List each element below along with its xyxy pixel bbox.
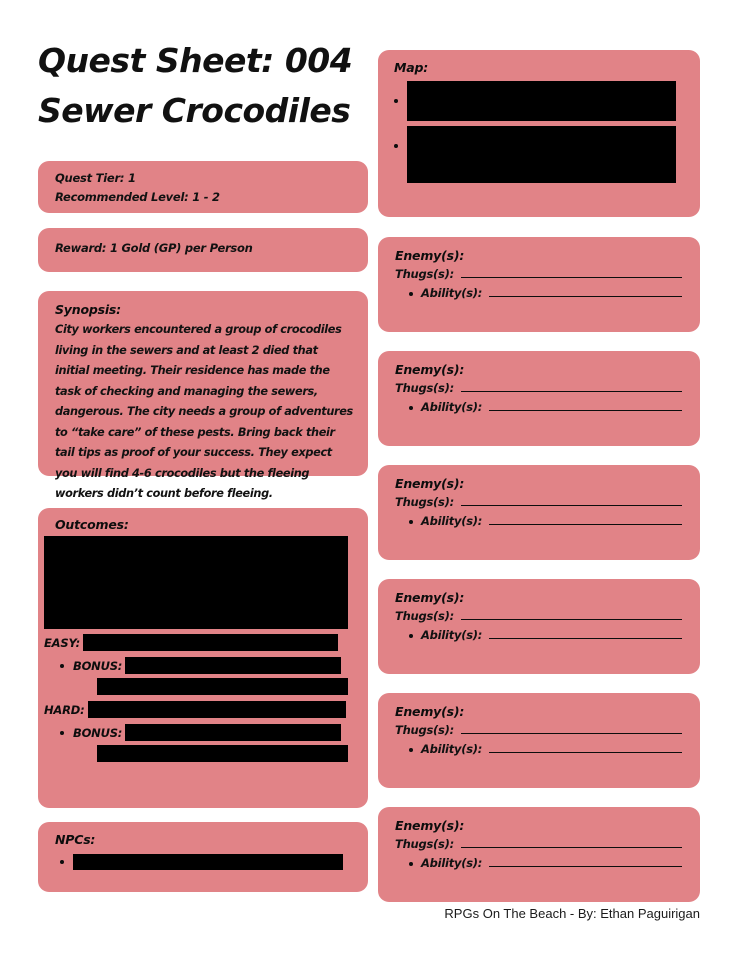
outcome-easy-bonus-redaction [125, 657, 341, 674]
enemy-ability-blank-line[interactable] [489, 866, 682, 867]
enemy-ability-field [409, 400, 700, 414]
enemy-panel-title: Enemy(s): [395, 818, 465, 833]
outcome-hard-bonus-label: BONUS: [73, 725, 123, 740]
enemy-thugs-field [395, 837, 700, 851]
enemy-thugs-blank-line[interactable] [461, 505, 682, 506]
enemy-ability-blank-line[interactable] [489, 638, 682, 639]
npc-redaction [73, 854, 343, 870]
enemy-panel-2 [378, 351, 700, 446]
enemy-thugs-label: Thugs(s): [395, 267, 455, 281]
enemy-thugs-blank-line[interactable] [461, 847, 682, 848]
enemy-thugs-field [395, 495, 700, 509]
outcome-easy-row [44, 634, 338, 651]
enemy-panel-4 [378, 579, 700, 674]
footer-credit: RPGs On The Beach - By: Ethan Paguirigan [444, 906, 700, 921]
map-list-item [386, 126, 676, 183]
outcome-easy-redaction [83, 634, 338, 651]
enemy-thugs-label: Thugs(s): [395, 837, 455, 851]
enemy-panel-5 [378, 693, 700, 788]
enemy-thugs-label: Thugs(s): [395, 381, 455, 395]
enemy-thugs-field [395, 723, 700, 737]
outcome-hard-label: HARD: [44, 702, 85, 717]
synopsis-bold-count: 4-6 [132, 466, 152, 480]
enemy-ability-blank-line[interactable] [489, 410, 682, 411]
bullet-icon [60, 860, 64, 864]
map-label: Map: [394, 60, 429, 75]
page-title [38, 36, 368, 136]
enemy-thugs-field [395, 609, 700, 623]
title-line-quest-sheet: Quest Sheet: 004 [38, 41, 353, 80]
synopsis-panel [38, 291, 368, 500]
enemy-ability-label: Ability(s): [421, 286, 483, 300]
map-list-item [386, 81, 676, 121]
enemy-thugs-field [395, 381, 700, 395]
title-line-quest-name: Sewer Crocodiles [38, 91, 351, 130]
enemy-ability-field [409, 856, 700, 870]
outcome-easy-bonus-label: BONUS: [73, 658, 123, 673]
enemy-ability-blank-line[interactable] [489, 752, 682, 753]
enemy-panel-title: Enemy(s): [395, 248, 465, 263]
npcs-label: NPCs: [55, 832, 96, 847]
enemy-panel-title: Enemy(s): [395, 590, 465, 605]
enemy-thugs-label: Thugs(s): [395, 495, 455, 509]
enemy-panel-title: Enemy(s): [395, 704, 465, 719]
outcome-hard-redaction [88, 701, 346, 718]
synopsis-text-1: City workers encountered a group of [55, 323, 281, 336]
recommended-level-value: Recommended Level: 1 - 2 [55, 190, 220, 204]
enemy-ability-blank-line[interactable] [489, 524, 682, 525]
bullet-icon [394, 99, 398, 103]
enemy-thugs-blank-line[interactable] [461, 619, 682, 620]
bullet-icon [409, 748, 413, 752]
outcomes-redacted-block [44, 536, 348, 629]
enemy-ability-field [409, 628, 700, 642]
quest-tier-value: Quest Tier: 1 [55, 171, 136, 185]
outcome-easy-label: EASY: [44, 635, 80, 650]
map-panel [378, 50, 700, 217]
bullet-icon [409, 292, 413, 296]
outcome-hard-bonus-redaction-continued [97, 745, 348, 762]
enemy-thugs-field [395, 267, 700, 281]
enemy-panel-title: Enemy(s): [395, 362, 465, 377]
enemy-panel-3 [378, 465, 700, 560]
enemy-ability-label: Ability(s): [421, 514, 483, 528]
outcome-easy-bonus-row [44, 657, 341, 674]
reward-panel [38, 228, 368, 272]
outcomes-panel [38, 508, 368, 808]
synopsis-text-2: living in the sewers and at least 2 died that initial meeting. Their residence has made the task of checking and managing the sewers, dangerous. The city needs a group of adventures to “take care” of these pests. Bring back their tail tips as proof of your success. They expect you will find [55, 343, 353, 480]
map-redaction-2 [407, 126, 676, 183]
synopsis-bold-crocodiles: crocodiles [280, 323, 342, 336]
outcome-hard-bonus-redaction [125, 724, 341, 741]
npcs-panel [38, 822, 368, 892]
enemy-ability-label: Ability(s): [421, 742, 483, 756]
bullet-icon [409, 862, 413, 866]
synopsis-body [55, 320, 354, 505]
enemy-thugs-blank-line[interactable] [461, 733, 682, 734]
outcome-hard-row [44, 701, 346, 718]
enemy-ability-label: Ability(s): [421, 856, 483, 870]
enemy-thugs-blank-line[interactable] [461, 391, 682, 392]
enemy-ability-label: Ability(s): [421, 628, 483, 642]
synopsis-label: Synopsis: [55, 302, 121, 317]
synopsis-text-3: crocodiles but the fleeing workers didn’t count before fleeing. [55, 466, 310, 500]
enemy-thugs-blank-line[interactable] [461, 277, 682, 278]
reward-value: Reward: 1 Gold (GP) per Person [55, 241, 253, 255]
outcome-easy-bonus-redaction-continued [97, 678, 348, 695]
enemy-ability-field [409, 286, 700, 300]
bullet-icon [60, 664, 64, 668]
enemy-panel-6 [378, 807, 700, 902]
quest-tier-panel [38, 161, 368, 213]
enemy-ability-blank-line[interactable] [489, 296, 682, 297]
bullet-icon [409, 406, 413, 410]
enemy-ability-field [409, 742, 700, 756]
enemy-ability-field [409, 514, 700, 528]
outcome-hard-bonus-row [44, 724, 341, 741]
enemy-thugs-label: Thugs(s): [395, 723, 455, 737]
bullet-icon [409, 520, 413, 524]
enemy-panel-1 [378, 237, 700, 332]
bullet-icon [60, 731, 64, 735]
bullet-icon [394, 144, 398, 148]
enemy-thugs-label: Thugs(s): [395, 609, 455, 623]
enemy-panel-title: Enemy(s): [395, 476, 465, 491]
outcomes-label: Outcomes: [55, 517, 129, 532]
enemy-ability-label: Ability(s): [421, 400, 483, 414]
map-redaction-1 [407, 81, 676, 121]
npc-list-item [44, 854, 343, 870]
bullet-icon [409, 634, 413, 638]
